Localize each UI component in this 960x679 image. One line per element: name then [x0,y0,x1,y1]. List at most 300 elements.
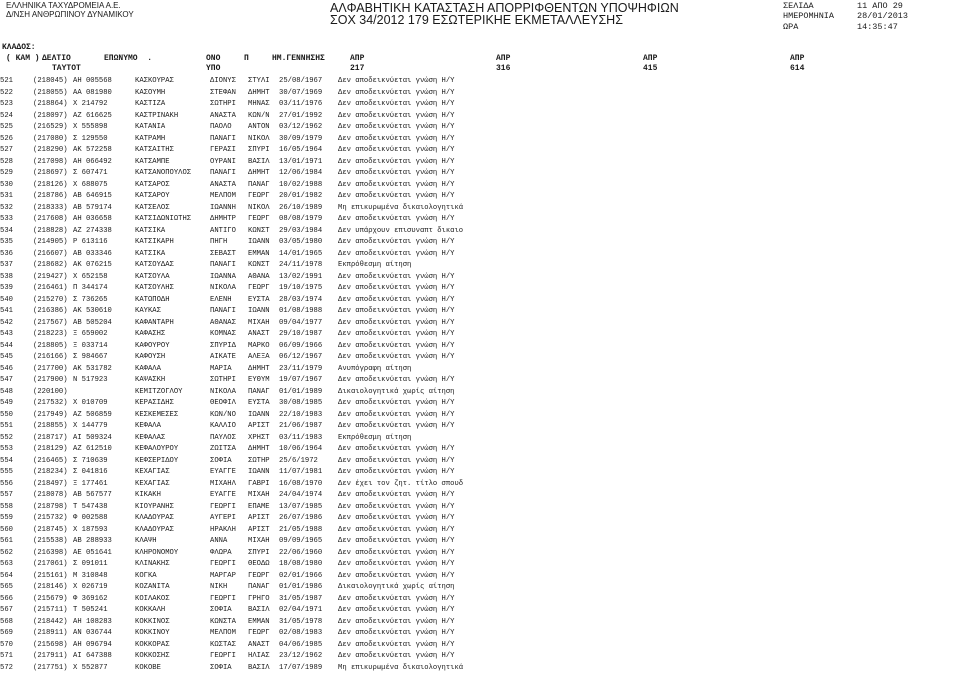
father-name: ΓΕΩΡΓ [248,192,270,200]
id-card: Μ 310848 [73,571,108,580]
father-name: ΣΠΥΡΙ [248,548,270,557]
organization-name: ΕΛΛΗΝΙΚΑ ΤΑΧΥΔΡΟΜΕΙΑ Α.Ε. [6,1,121,10]
column-header [0,43,960,73]
id-card: Χ 555898 [73,123,108,131]
surname: ΚΕΡΑΣΙΔΗΣ [135,399,174,407]
first-name: ΣΟΦΙΑ [210,456,232,465]
kam-code: (218855) [33,422,68,430]
table-row [0,283,960,295]
birth-date: 22/10/1983 [279,410,323,419]
rejection-reason: Δεν αποδεικνύεται γνώση Η/Υ [338,134,455,143]
first-name: ΚΟΜΝΑΣ [210,330,236,338]
kam-code: (218442) [33,617,68,626]
rejection-reason: Δεν αποδεικνύεται γνώση Η/Υ [338,180,455,189]
row-number: 551 [0,422,13,430]
rejection-reason: Δεν αποδεικνύεται γνώση Η/Υ [338,376,455,384]
first-name: ΖΩΙΤΣΑ [210,445,236,453]
kam-code: (218864) [33,100,68,108]
first-name: ΜΑΡΙΑ [210,364,232,373]
kam-code: (215270) [33,295,68,304]
father-name: ΑΛΕΞΑ [248,353,270,361]
kam-code: (217900) [33,376,68,384]
col-apr2: ΑΠΡ [496,54,511,63]
rejection-reason: Δεν αποδεικνύεται γνώση Η/Υ [338,606,455,614]
kam-code: (218786) [33,192,68,200]
first-name: ΚΩΝ/ΝΟ [210,410,236,419]
first-name: ΓΕΩΡΓΙ [210,502,236,511]
rejection-reason: Δεν αποδεικνύεται γνώση Η/Υ [338,307,455,315]
first-name: ΚΩΝΣΤΑ [210,617,236,626]
rejection-reason: Δεν έχει τον ζητ. τίτλο σπουδ [338,479,464,488]
kam-code: (216461) [33,284,68,292]
row-number: 541 [0,307,13,315]
row-number: 556 [0,479,13,488]
first-name: ΑΝΑΣΤΑ [210,180,236,189]
rejection-reason: Δεν αποδεικνύεται γνώση Η/Υ [338,629,455,637]
table-row [0,76,960,88]
father-name: ΒΑΣΙΛ [248,663,270,672]
birth-date: 20/01/1982 [279,192,323,200]
father-name: ΔΗΜΗΤ [248,364,270,373]
rejection-reason: Εκπρόθεσμη αίτηση [338,261,412,269]
id-card: Σ 710639 [73,456,108,465]
surname: ΚΑΦΟΥΡΟΥ [135,341,170,350]
father-name: ΠΑΝΑΓ [248,387,270,396]
surname: ΚΑΤΣΕΛΟΣ [135,203,170,212]
surname: ΚΑΤΣΑΡΟΥ [135,192,170,200]
table-row [0,272,960,284]
rejection-reason: Δεν αποδεικνύεται γνώση Η/Υ [338,502,455,511]
first-name: ΠΑΝΑΓΙ [210,169,236,177]
rejection-reason: Δικαιολογητικά χωρίς αίτηση [338,387,455,396]
id-card: Σ 736265 [73,295,108,304]
birth-date: 22/06/1960 [279,548,323,557]
surname: ΚΙΚΑΚΗ [135,491,161,499]
row-number: 526 [0,134,13,143]
kam-code: (215732) [33,514,68,522]
id-card: Ξ 177461 [73,479,108,488]
table-row [0,410,960,422]
kam-code: (218078) [33,491,68,499]
table-row [0,421,960,433]
father-name: ΔΗΜΗΤ [248,88,270,97]
first-name: ΙΩΑΝΝΗ [210,203,236,212]
first-name: ΓΕΩΡΓΙ [210,652,236,660]
first-name: ΑΥΓΕΡΙ [210,514,236,522]
first-name: ΔΗΜΗΤΡ [210,215,236,223]
table-row [0,214,960,226]
table-row [0,582,960,594]
birth-date: 13/02/1991 [279,272,323,281]
first-name: ΗΡΑΚΛΗ [210,525,236,534]
id-card: Σ 091011 [73,560,108,568]
row-number: 568 [0,617,13,626]
first-name: ΝΙΚΟΛΑ [210,284,236,292]
first-name: ΝΙΚΟΛΑ [210,387,236,396]
id-card: ΑΗ 066492 [73,157,112,166]
surname: ΚΟΚΚΟΡΑΣ [135,640,170,649]
birth-date: 03/05/1980 [279,238,323,246]
id-card: ΑΖ 506859 [73,410,112,419]
father-name: ΓΡΗΓΟ [248,594,270,603]
first-name: ΑΘΑΝΑΣ [210,318,236,327]
rejection-reason: Δεν αποδεικνύεται γνώση Η/Υ [338,123,455,131]
rejection-reason: Μη επικυρωμένα δικαιολογητικά [338,663,464,672]
table-row [0,122,960,134]
surname: ΚΑΣΤΡΙΝΑΚΗ [135,111,179,120]
surname: ΚΕΦΑΛΑΣ [135,433,166,442]
id-card: ΑΙ 647388 [73,652,112,660]
surname: ΚΑΤΣΟΥΔΑΣ [135,261,174,269]
row-number: 543 [0,330,13,338]
surname: ΚΑΤΣΑΡΟΣ [135,180,170,189]
table-row [0,88,960,100]
father-name: ΑΝΑΣΤ [248,330,270,338]
birth-date: 10/02/1988 [279,180,323,189]
surname: ΚΕΜΙΤΖΟΓΛΟΥ [135,387,183,396]
surname: ΚΑΤΣΟΥΛΗΣ [135,284,174,292]
birth-date: 16/05/1964 [279,146,323,154]
first-name: ΣΠΥΡΙΔ [210,341,236,350]
kam-code: (217098) [33,157,68,166]
row-number: 564 [0,571,13,580]
row-number: 532 [0,203,13,212]
first-name: ΟΥΡΑΝΙ [210,157,236,166]
surname: ΚΑΤΑΝΙΑ [135,123,166,131]
report-title: ΑΛΦΑΒΗΤΙΚΗ ΚΑΤΑΣΤΑΣΗ ΑΠΟΡΡΙΦΘΕΝΤΩΝ ΥΠΟΨΗΦΙΩΝ [330,1,679,15]
father-name: ΒΑΣΙΛ [248,157,270,166]
father-name: ΓΕΩΡΓ [248,284,270,292]
birth-date: 12/06/1984 [279,169,323,177]
father-name: ΑΝΑΣΤ [248,640,270,649]
first-name: ΓΕΩΡΓΙ [210,594,236,603]
rejection-reason: Ανυπόγραφη αίτηση [338,364,412,373]
col-apr4: ΑΠΡ [790,54,805,63]
surname: ΚΟΓΚΑ [135,571,157,580]
kam-code: (218828) [33,226,68,235]
row-number: 553 [0,445,13,453]
surname: ΚΛΙΝΑΚΗΣ [135,560,170,568]
birth-date: 04/06/1985 [279,640,323,649]
table-row [0,134,960,146]
rejection-reason: Δικαιολογητικά χωρίς αίτηση [338,583,455,591]
rejection-reason: Μη επικυρωμένα δικαιολογητικά [338,203,464,212]
rejection-reason: Δεν αποδεικνύεται γνώση Η/Υ [338,468,455,476]
table-row [0,651,960,663]
row-number: 525 [0,123,13,131]
birth-date: 30/07/1969 [279,88,323,97]
table-row [0,628,960,640]
first-name: ΜΑΡΓΑΡ [210,571,236,580]
rejection-reason: Δεν αποδεικνύεται γνώση Η/Υ [338,169,455,177]
rejection-reason: Δεν αποδεικνύεται γνώση Η/Υ [338,491,455,499]
father-name: ΓΕΩΡΓ [248,629,270,637]
father-name: ΕΥΣΤΑ [248,295,270,304]
father-name: ΕΜΜΑΝ [248,617,270,626]
surname: ΚΑΤΡΑΜΗ [135,134,166,143]
table-row [0,237,960,249]
rejection-reason: Δεν αποδεικνύεται γνώση Η/Υ [338,617,455,626]
birth-date: 30/09/1979 [279,134,323,143]
id-card: ΑΒ 579174 [73,203,112,212]
id-card: Χ 144779 [73,422,108,430]
father-name: ΜΙΧΑΗ [248,318,270,327]
first-name: ΔΙΟΝΥΣ [210,77,236,85]
table-row [0,467,960,479]
surname: ΚΙΟΥΡΑΝΗΣ [135,502,174,511]
first-name: ΚΑΛΛΙΟ [210,422,236,430]
table-row [0,663,960,675]
col-gennisi: ΗΜ.ΓΕΝΝΗΣΗΣ [272,54,325,63]
kam-code: (218798) [33,502,68,511]
kam-code: (218497) [33,479,68,488]
father-name: ΕΜΜΑΝ [248,249,270,258]
rejection-reason: Δεν αποδεικνύεται γνώση Η/Υ [338,353,455,361]
first-name: ΑΝΑΣΤΑ [210,111,236,120]
id-card: ΑΙ 509324 [73,433,112,442]
kam-code: (218745) [33,525,68,534]
rejection-reason: Δεν υπάρχουν επισυναπτ δικαιο [338,226,464,235]
first-name: ΕΥΑΓΓΕ [210,468,236,476]
father-name: ΕΠΑΜΕ [248,502,270,511]
rejection-reason: Δεν αποδεικνύεται γνώση Η/Υ [338,295,455,304]
surname: ΚΟΖΑΝΙΤΑ [135,583,170,591]
row-number: 552 [0,433,13,442]
rejection-reason: Δεν αποδεικνύεται γνώση Η/Υ [338,594,455,603]
kam-code: (217911) [33,652,68,660]
table-row [0,387,960,399]
table-row [0,536,960,548]
first-name: ΓΕΡΑΣΙ [210,146,236,154]
col-apr1-code: 217 [350,64,365,73]
table-row [0,157,960,169]
row-number: 566 [0,594,13,603]
id-card: Χ 187593 [73,525,108,534]
kam-code: (215538) [33,537,68,545]
row-number: 565 [0,583,13,591]
row-number: 562 [0,548,13,557]
surname: ΚΕΦΑΛΑ [135,422,161,430]
first-name: ΓΕΩΡΓΙ [210,560,236,568]
father-name: ΜΙΧΑΗ [248,491,270,499]
birth-date: 30/08/1985 [279,399,323,407]
rejection-reason: Δεν αποδεικνύεται γνώση Η/Υ [338,272,455,281]
father-name: ΣΩΤΗΡ [248,456,270,465]
surname: ΚΕΧΑΓΙΑΣ [135,479,170,488]
klados-label: ΚΛΑΔΟΣ: [2,43,36,52]
id-card: Χ 010709 [73,399,108,407]
table-row [0,433,960,445]
rejection-reason: Δεν αποδεικνύεται γνώση Η/Υ [338,157,455,166]
father-name: ΙΩΑΝΝ [248,238,270,246]
id-card: Φ 002588 [73,514,108,522]
id-card: ΑΗ 108283 [73,617,112,626]
id-card: Φ 369162 [73,594,108,603]
surname: ΚΑΤΣΑΜΠΕ [135,157,170,166]
birth-date: 01/08/1988 [279,307,323,315]
kam-code: (218333) [33,203,68,212]
surname: ΚΟΚΚΟΣΗΣ [135,652,170,660]
col-apr3-code: 415 [643,64,658,73]
birth-date: 03/11/1983 [279,433,323,442]
surname: ΚΑΣΟΥΜΗ [135,88,166,97]
first-name: ΘΕΟΦΙΛ [210,399,236,407]
first-name: ΣΩΤΗΡΙ [210,376,236,384]
id-card: Χ 026719 [73,583,108,591]
surname: ΚΕΦΣΕΡΙΔΟΥ [135,456,179,465]
birth-date: 01/01/1989 [279,387,323,396]
date-value: 28/01/2013 [857,11,909,21]
rejection-reason: Δεν αποδεικνύεται γνώση Η/Υ [338,571,455,580]
kam-code: (215711) [33,606,68,614]
row-number: 524 [0,111,13,120]
surname: ΚΟΚΟΒΕ [135,663,161,672]
rejection-reason: Δεν αποδεικνύεται γνώση Η/Υ [338,640,455,649]
father-name: ΕΥΘΥΜ [248,376,270,384]
father-name: ΒΑΣΙΛ [248,606,270,614]
kam-code: (216166) [33,353,68,361]
surname: ΚΟΙΛΑΚΟΣ [135,594,170,603]
row-number: 537 [0,261,13,269]
rejection-reason: Δεν αποδεικνύεται γνώση Η/Υ [338,341,455,350]
row-number: 558 [0,502,13,511]
col-apr2-code: 316 [496,64,511,73]
father-name: ΔΗΜΗΤ [248,169,270,177]
surname: ΚΑΦΑΣΗΣ [135,330,166,338]
table-row [0,513,960,525]
row-number: 545 [0,353,13,361]
col-apr4-code: 614 [790,64,805,73]
first-name: ΑΝΤΙΓΟ [210,226,236,235]
birth-date: 18/08/1980 [279,560,323,568]
row-number: 528 [0,157,13,166]
surname: ΚΑΤΣΙΚΑ [135,249,166,258]
first-name: ΠΑΟΛΟ [210,123,232,131]
first-name: ΠΑΝΑΓΙ [210,134,236,143]
row-number: 530 [0,180,13,189]
father-name: ΑΡΙΣΤ [248,422,270,430]
row-number: 547 [0,376,13,384]
surname: ΚΑΦΑΝΤΑΡΗ [135,318,174,327]
kam-code: (217751) [33,663,68,672]
birth-date: 29/03/1984 [279,226,323,235]
rejection-reason: Δεν αποδεικνύεται γνώση Η/Υ [338,146,455,154]
id-card: Π 344174 [73,284,108,292]
surname: ΚΑΥΚΑΣ [135,307,161,315]
row-number: 533 [0,215,13,223]
first-name: ΣΕΒΑΣΤ [210,249,236,258]
col-patronymo: Π [244,54,249,63]
id-card: Ξ 033714 [73,341,108,350]
id-card: ΑΒ 567577 [73,491,112,499]
birth-date: 24/04/1974 [279,491,323,499]
kam-code: (215161) [33,571,68,580]
father-name: ΚΩΝΣΤ [248,261,270,269]
first-name: ΑΙΚΑΤΕ [210,353,236,361]
first-name: ΠΑΝΑΓΙ [210,307,236,315]
birth-date: 02/04/1971 [279,606,323,614]
id-card: ΑΖ 616625 [73,111,112,120]
applicant-table [0,76,960,674]
kam-code: (218805) [33,341,68,350]
kam-code: (218682) [33,261,68,269]
birth-date: 03/12/1962 [279,123,323,131]
rejection-reason: Δεν αποδεικνύεται γνώση Η/Υ [338,284,455,292]
father-name: ΜΗΝΑΣ [248,100,270,108]
id-card: Χ 688075 [73,180,108,189]
rejection-reason: Δεν αποδεικνύεται γνώση Η/Υ [338,422,455,430]
surname: ΚΟΚΚΙΝΟΣ [135,617,170,626]
row-number: 534 [0,226,13,235]
first-name: ΠΑΝΑΓΙ [210,261,236,269]
surname: ΚΕΣΚΕΜΕΣΕΣ [135,410,179,419]
id-card: Τ 547438 [73,502,108,511]
col-tautot: ΤΑΥΤΟΤ [52,64,81,73]
rejection-reason: Δεν αποδεικνύεται γνώση Η/Υ [338,445,455,453]
table-row [0,352,960,364]
first-name: ΕΛΕΝΗ [210,295,232,304]
id-card: ΑΗ 036658 [73,215,112,223]
rejection-reason: Δεν αποδεικνύεται γνώση Η/Υ [338,215,455,223]
row-number: 572 [0,663,13,672]
rejection-reason: Δεν αποδεικνύεται γνώση Η/Υ [338,399,455,407]
kam-code: (218717) [33,433,68,442]
page-label: ΣΕΛΙΔΑ [783,1,814,11]
kam-code: (217700) [33,364,68,373]
first-name: ΜΕΛΠΟΜ [210,629,236,637]
table-row [0,502,960,514]
kam-code: (220100) [33,387,68,396]
surname: ΚΟΚΚΙΝΟΥ [135,629,170,637]
kam-code: (218290) [33,146,68,154]
page-value: 11 ΑΠΟ 29 [857,1,903,11]
first-name: ΝΙΚΗ [210,583,228,591]
kam-code: (218055) [33,88,68,97]
department-name: Δ/ΝΣΗ ΑΝΘΡΩΠΙΝΟΥ ΔΥΝΑΜΙΚΟΥ [6,10,134,19]
kam-code: (216398) [33,548,68,557]
father-name: ΑΘΑΝΑ [248,272,270,281]
rejection-reason: Εκπρόθεσμη αίτηση [338,433,412,442]
first-name: ΕΥΑΓΓΕ [210,491,236,499]
row-number: 542 [0,318,13,327]
table-row [0,203,960,215]
row-number: 555 [0,468,13,476]
row-number: 549 [0,399,13,407]
father-name: ΗΛΙΑΣ [248,652,270,660]
kam-code: (215698) [33,640,68,649]
kam-code: (217080) [33,134,68,143]
birth-date: 24/11/1978 [279,261,323,269]
rejection-reason: Δεν αποδεικνύεται γνώση Η/Υ [338,249,455,258]
rejection-reason: Δεν αποδεικνύεται γνώση Η/Υ [338,652,455,660]
table-row [0,180,960,192]
row-number: 548 [0,387,13,396]
father-name: ΓΕΩΡΓ [248,215,270,223]
row-number: 538 [0,272,13,281]
birth-date: 13/01/1971 [279,157,323,166]
id-card: ΑΝ 036744 [73,629,112,637]
kam-code: (217532) [33,399,68,407]
id-card: Χ 552877 [73,663,108,672]
row-number: 569 [0,629,13,637]
report-subtitle: ΣΟΧ 34/2012 179 ΕΣΩΤΕΡΙΚΗΕ ΕΚΜΕΤΑΛΛΕΥΣΗΣ [330,13,623,27]
father-name: ΣΤΥΛΙ [248,77,270,85]
first-name: ΦΛΩΡΑ [210,548,232,557]
row-number: 561 [0,537,13,545]
birth-date: 26/07/1986 [279,514,323,522]
rejection-reason: Δεν αποδεικνύεται γνώση Η/Υ [338,514,455,522]
birth-date: 21/06/1987 [279,422,323,430]
